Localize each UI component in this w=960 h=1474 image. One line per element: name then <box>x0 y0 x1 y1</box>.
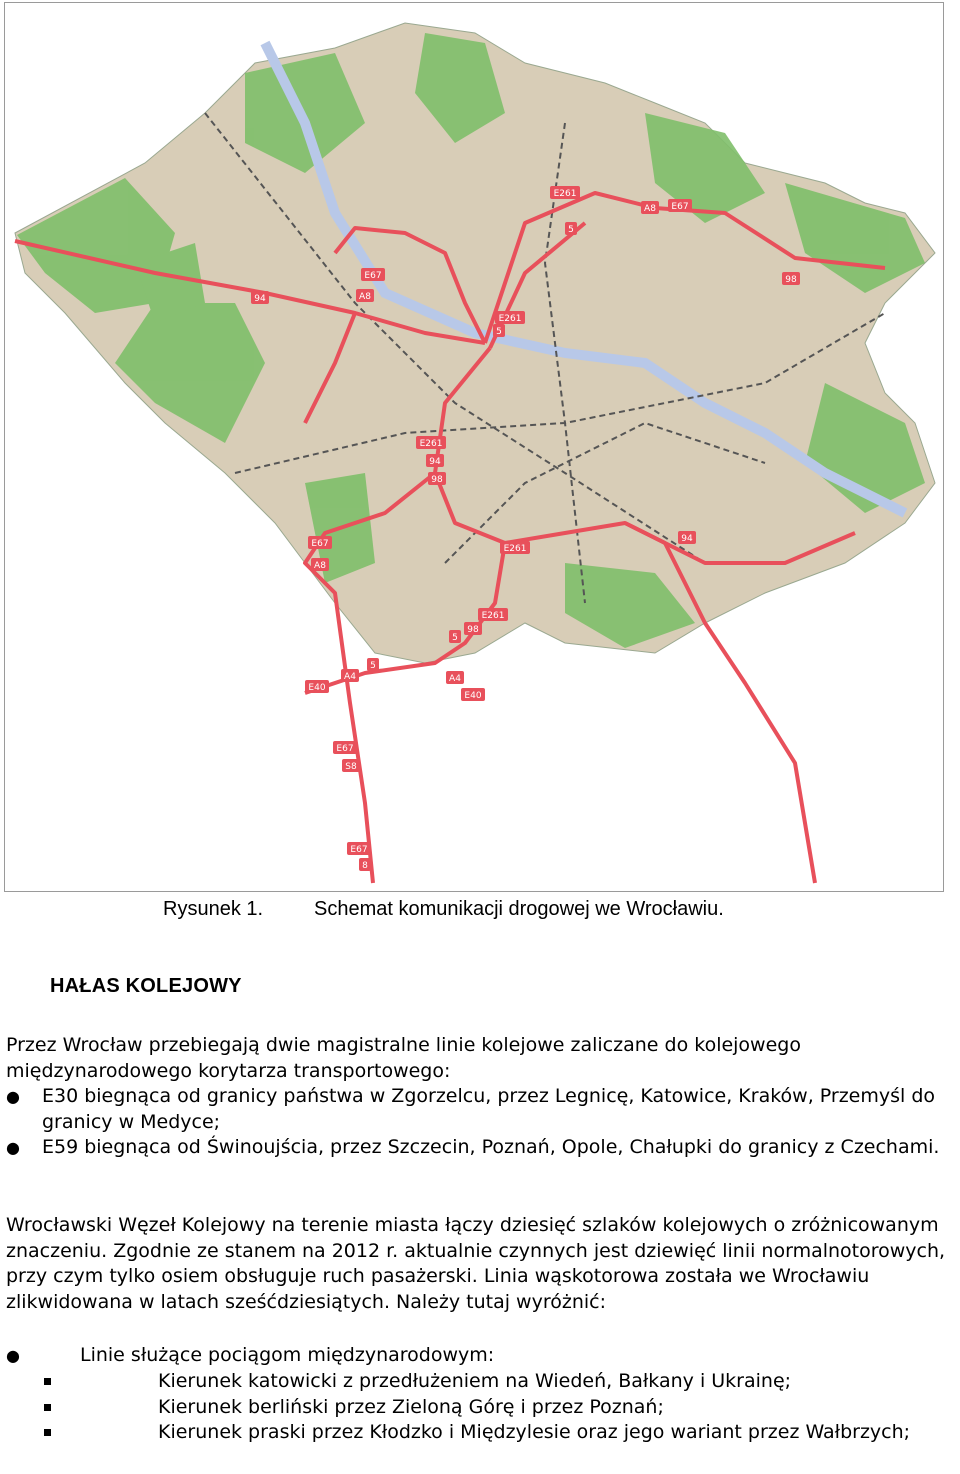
svg-text:A4: A4 <box>449 674 461 684</box>
square-bullet-icon <box>44 1378 51 1385</box>
sub-bullet-text: Kierunek katowicki z przedłużeniem na Wiedeń, Bałkany i Ukrainę; <box>158 1370 792 1392</box>
list-item <box>0 1420 960 1446</box>
svg-text:94: 94 <box>681 534 693 544</box>
road-label <box>251 291 269 304</box>
figure-number: Rysunek 1. <box>163 898 264 920</box>
road-label <box>311 558 329 571</box>
railway-node-paragraph: Wrocławski Węzeł Kolejowy na terenie miasta łączy dziesięć szlaków kolejowych o zróżnicowanym znaczeniu. Zgodnie ze stanem na 2012 r. aktualnie czynnych jest dziewięć linii normalnotorowych, przy czym tylko osiem obsługuje ruch pasażerski. Linia wąskotorowa została we Wrocławiu zlikwidowana w latach sześćdziesiątych. Należy tutaj wyróżnić: <box>6 1214 946 1313</box>
figure-caption <box>0 898 960 922</box>
svg-text:E40: E40 <box>308 683 326 693</box>
svg-text:98: 98 <box>431 475 443 485</box>
svg-text:5: 5 <box>568 225 574 235</box>
intro-paragraph: Przez Wrocław przebiegają dwie magistralne linie kolejowe zaliczane do kolejowego międzynarodowego korytarza transportowego: <box>6 1034 801 1082</box>
road-label <box>342 759 360 772</box>
international-lines-list <box>0 1343 960 1369</box>
svg-text:E261: E261 <box>419 439 443 449</box>
road-label <box>478 608 508 621</box>
svg-text:E40: E40 <box>464 691 482 701</box>
road-label <box>565 222 577 235</box>
bullet-icon: ● <box>6 1087 20 1106</box>
bullet-icon: ● <box>6 1346 20 1365</box>
figure-caption-text: Schemat komunikacji drogowej we Wrocławiu. <box>314 898 724 920</box>
svg-text:E67: E67 <box>350 845 368 855</box>
sub-bullet-text: Kierunek berliński przez Zieloną Górę i przez Poznań; <box>158 1395 664 1418</box>
svg-text:S8: S8 <box>345 762 357 772</box>
road-label <box>641 201 659 214</box>
svg-text:E261: E261 <box>498 314 522 324</box>
svg-text:E67: E67 <box>364 271 382 281</box>
svg-text:E261: E261 <box>553 189 577 199</box>
bullet-text: E59 biegnąca od Świnoujścia, przez Szczecin, Poznań, Opole, Chałupki do granicy z Czechami. <box>42 1136 940 1158</box>
svg-text:E261: E261 <box>481 611 505 621</box>
svg-text:A4: A4 <box>344 672 356 682</box>
list-item <box>0 1343 960 1369</box>
road-label <box>461 688 485 701</box>
road-label <box>308 536 332 549</box>
list-item <box>0 1395 960 1421</box>
road-label <box>464 622 482 635</box>
road-label <box>333 741 357 754</box>
svg-text:98: 98 <box>785 275 797 285</box>
section-heading: HAŁAS KOLEJOWY <box>50 975 242 997</box>
road-label <box>782 272 800 285</box>
road-label <box>416 436 446 449</box>
rail-corridor-list <box>0 1084 960 1161</box>
road-label <box>359 858 371 871</box>
svg-text:E67: E67 <box>311 539 329 549</box>
wroclaw-road-scheme-map <box>5 3 943 891</box>
svg-text:A8: A8 <box>644 204 656 214</box>
svg-text:5: 5 <box>452 633 458 643</box>
road-label <box>305 680 329 693</box>
svg-text:8: 8 <box>362 861 368 871</box>
list-item <box>0 1369 960 1395</box>
road-label <box>367 658 379 671</box>
sub-bullet-text: Kierunek praski przez Kłodzko i Międzylesie oraz jego wariant przez Wałbrzych; <box>158 1421 911 1443</box>
road-label <box>446 671 464 684</box>
svg-text:98: 98 <box>467 625 479 635</box>
svg-text:A8: A8 <box>359 292 371 302</box>
road-label <box>495 311 525 324</box>
svg-text:E67: E67 <box>336 744 354 754</box>
bullet-text: E30 biegnąca od granicy państwa w Zgorzelcu, przez Legnicę, Katowice, Kraków, Przemyśl do granicy w Medyce; <box>42 1085 936 1133</box>
svg-text:5: 5 <box>370 661 376 671</box>
list-heading-text: Linie służące pociągom międzynarodowym: <box>80 1344 495 1366</box>
list-item <box>0 1084 960 1135</box>
road-label <box>426 454 444 467</box>
square-bullet-icon <box>44 1404 51 1411</box>
road-label <box>347 842 371 855</box>
road-label <box>356 289 374 302</box>
road-label <box>500 541 530 554</box>
list-item <box>0 1135 960 1161</box>
road-label <box>493 324 505 337</box>
road-label <box>550 186 580 199</box>
road-map-figure <box>4 2 944 892</box>
road-label <box>449 630 461 643</box>
svg-text:94: 94 <box>429 457 441 467</box>
bullet-icon: ● <box>6 1138 20 1157</box>
road-label <box>341 669 359 682</box>
square-bullet-icon <box>44 1429 51 1436</box>
svg-text:E67: E67 <box>671 202 689 212</box>
svg-text:94: 94 <box>254 294 266 304</box>
svg-text:E261: E261 <box>503 544 527 554</box>
svg-text:5: 5 <box>496 327 502 337</box>
road-label <box>668 199 692 212</box>
road-label <box>361 268 385 281</box>
road-label <box>678 531 696 544</box>
svg-text:A8: A8 <box>314 561 326 571</box>
direction-sublist <box>0 1369 960 1446</box>
road-label <box>428 472 446 485</box>
